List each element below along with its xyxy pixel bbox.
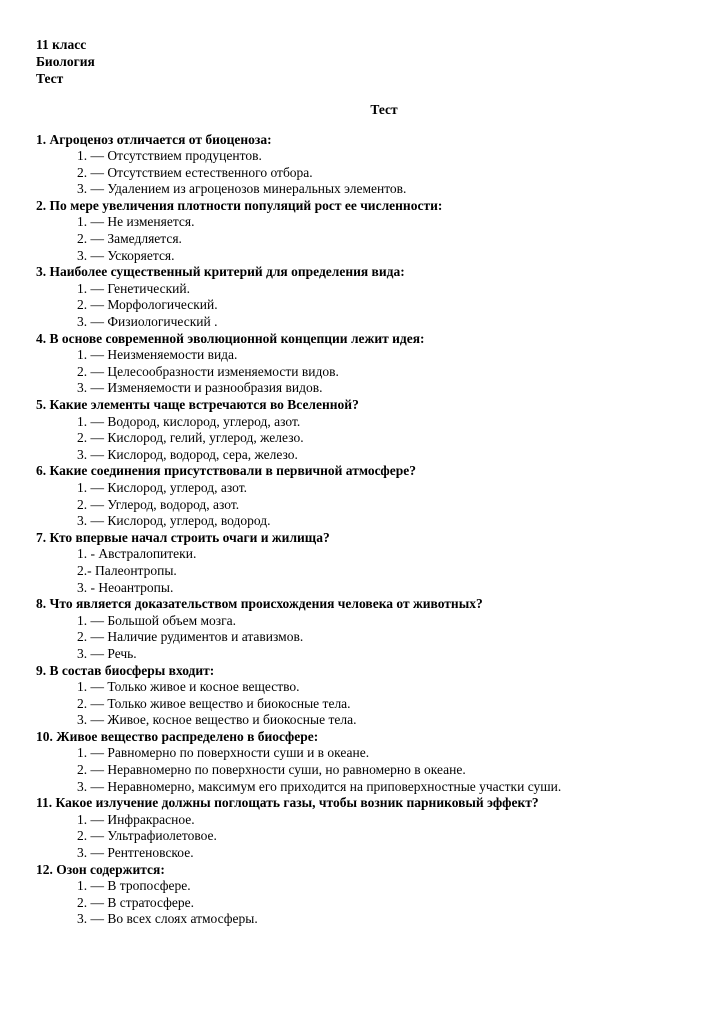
question-block [36,331,716,397]
answer-option: 2. — Отсутствием естественного отбора. [77,164,313,180]
question-block [36,795,716,861]
document-page [36,36,716,928]
question-text: 7. Кто впервые начал строить очаги и жилища? [36,529,330,545]
question-block [36,729,716,795]
answer-option: 2. — Только живое вещество и биокосные тела. [77,695,351,711]
question-block [36,663,716,729]
answer-option: 1. — В тропосфере. [77,878,191,894]
answer-option: 3. — Во всех слоях атмосферы. [77,911,258,927]
question-text: 10. Живое вещество распределено в биосфере: [36,728,319,744]
header-grade: 11 класс [36,37,87,52]
answer-option: 2. — Ультрафиолетовое. [77,828,217,844]
answer-option: 3. — Удалением из агроценозов минеральных элементов. [77,181,407,197]
question-block [36,264,716,330]
question-list [36,132,716,929]
answer-option: 2. — Целесообразности изменяемости видов. [77,363,339,379]
answer-option: 1. — Инфракрасное. [77,811,195,827]
question-text: 6. Какие соединения присутствовали в первичной атмосфере? [36,463,417,479]
answer-option: 2.- Палеонтропы. [77,562,177,578]
question-block [36,198,716,264]
answer-option: 1. — Кислород, углерод, азот. [77,479,247,495]
answer-option: 1. — Неизменяемости вида. [77,347,238,363]
answer-option: 3. — Речь. [77,645,137,661]
answer-option: 2. — Углерод, водород, азот. [77,496,240,512]
answer-option: 2. — Кислород, гелий, углерод, железо. [77,430,304,446]
answer-option: 1. — Большой объем мозга. [77,612,237,628]
header-type: Тест [36,71,64,86]
question-text: 11. Какое излучение должны поглощать газы, чтобы возник парниковый эффект? [36,795,539,811]
answer-option: 2. — Неравномерно по поверхности суши, но равномерно в океане. [77,762,466,778]
answer-option: 1. - Австралопитеки. [77,546,197,562]
answer-option: 2. — Замедляется. [77,231,182,247]
question-text: 1. Агроценоз отличается от биоценоза: [36,131,272,147]
question-text: 2. По мере увеличения плотности популяций рост ее численности: [36,197,443,213]
question-block [36,132,716,198]
answer-option: 1. — Водород, кислород, углерод, азот. [77,413,301,429]
answer-option: 1. — Только живое и косное вещество. [77,679,300,695]
answer-option: 3. — Физиологический . [77,314,218,330]
header-subject: Биология [36,54,95,69]
question-block [36,463,716,529]
question-text: 5. Какие элементы чаще встречаются во Вселенной? [36,397,359,412]
question-text: 3. Наиболее существенный критерий для определения вида: [36,264,405,280]
answer-option: 3. - Неоантропы. [77,579,174,595]
answer-option: 1. — Не изменяется. [77,214,195,230]
answer-option: 1. — Генетический. [77,280,190,296]
question-block [36,862,716,928]
answer-option: 3. — Изменяемости и разнообразия видов. [77,380,323,396]
answer-option: 2. — Морфологический. [77,297,218,313]
document-title: Тест [370,102,398,117]
answer-option: 2. — Наличие рудиментов и атавизмов. [77,629,304,645]
answer-option: 3. — Кислород, углерод, водород. [77,513,271,529]
question-text: 8. Что является доказательством происхождения человека от животных? [36,596,483,612]
question-text: 9. В состав биосферы входит: [36,662,215,678]
question-text: 4. В основе современной эволюционной концепции лежит идея: [36,330,425,346]
question-block [36,596,716,662]
answer-option: 3. — Кислород, водород, сера, железо. [77,446,298,462]
answer-option: 3. — Неравномерно, максимум его приходится на приповерхностные участки суши. [77,778,562,794]
answer-option: 3. — Рентгеновское. [77,845,194,861]
question-block [36,530,716,596]
answer-option: 3. — Ускоряется. [77,247,175,263]
answer-option: 2. — В стратосфере. [77,894,195,910]
question-block [36,397,716,463]
answer-option: 1. — Равномерно по поверхности суши и в океане. [77,745,370,761]
question-text: 12. Озон содержится: [36,861,165,877]
answer-option: 3. — Живое, косное вещество и биокосные тела. [77,712,357,728]
answer-option: 1. — Отсутствием продуцентов. [77,148,262,164]
